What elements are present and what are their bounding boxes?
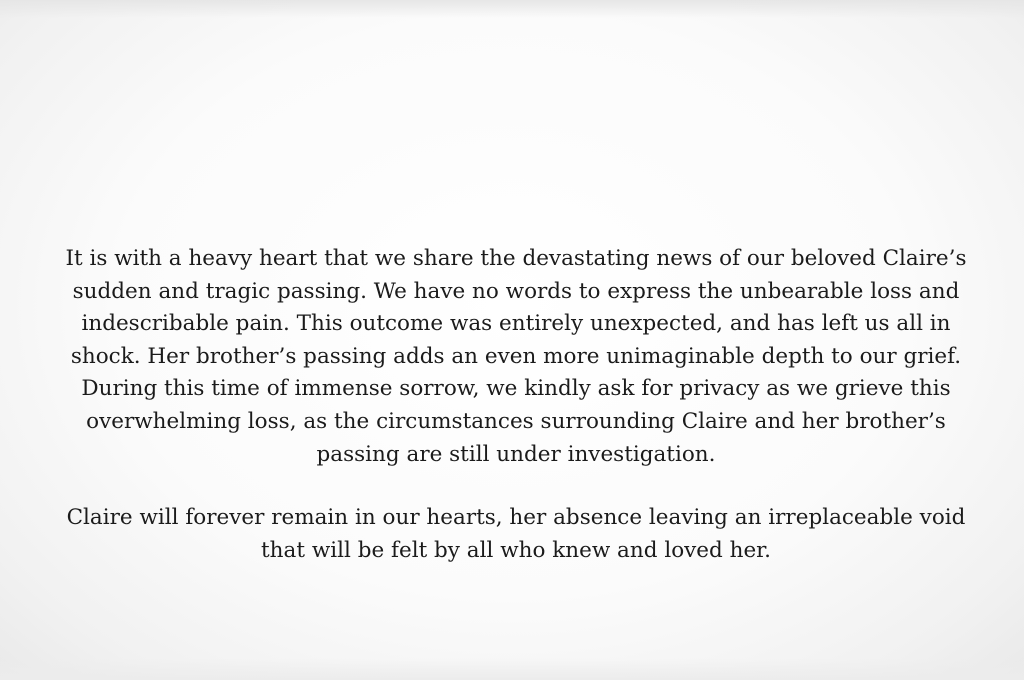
paragraph-1-line-4: shock. Her brother’s passing adds an even more unimaginable depth to our grief.: [70, 343, 962, 369]
top-edge-shadow: [0, 0, 1024, 18]
condolence-statement: [6, 243, 1024, 567]
bottom-edge-shadow: [0, 658, 1024, 680]
paragraph-spacer: [6, 471, 1024, 502]
paragraph-1: [6, 243, 1024, 471]
paragraph-1-line-1: It is with a heavy heart that we share the devastating news of our beloved Claire’s: [65, 246, 967, 271]
paragraph-1-line-7: passing are still under investigation.: [316, 441, 716, 467]
paragraph-2-line-1: Claire will forever remain in our hearts, her absence leaving an irreplaceable void: [66, 505, 966, 531]
paragraph-1-line-2: sudden and tragic passing. We have no words to express the unbearable loss and: [72, 278, 960, 304]
paragraph-2: [6, 502, 1024, 567]
paragraph-1-line-5: During this time of immense sorrow, we kindly ask for privacy as we grieve this: [81, 376, 951, 402]
paragraph-1-line-6: overwhelming loss, as the circumstances surrounding Claire and her brother’s: [86, 408, 946, 434]
paragraph-1-line-3: indescribable pain. This outcome was entirely unexpected, and has left us all in: [81, 311, 951, 337]
paragraph-2-line-2: that will be felt by all who knew and loved her.: [261, 537, 771, 563]
